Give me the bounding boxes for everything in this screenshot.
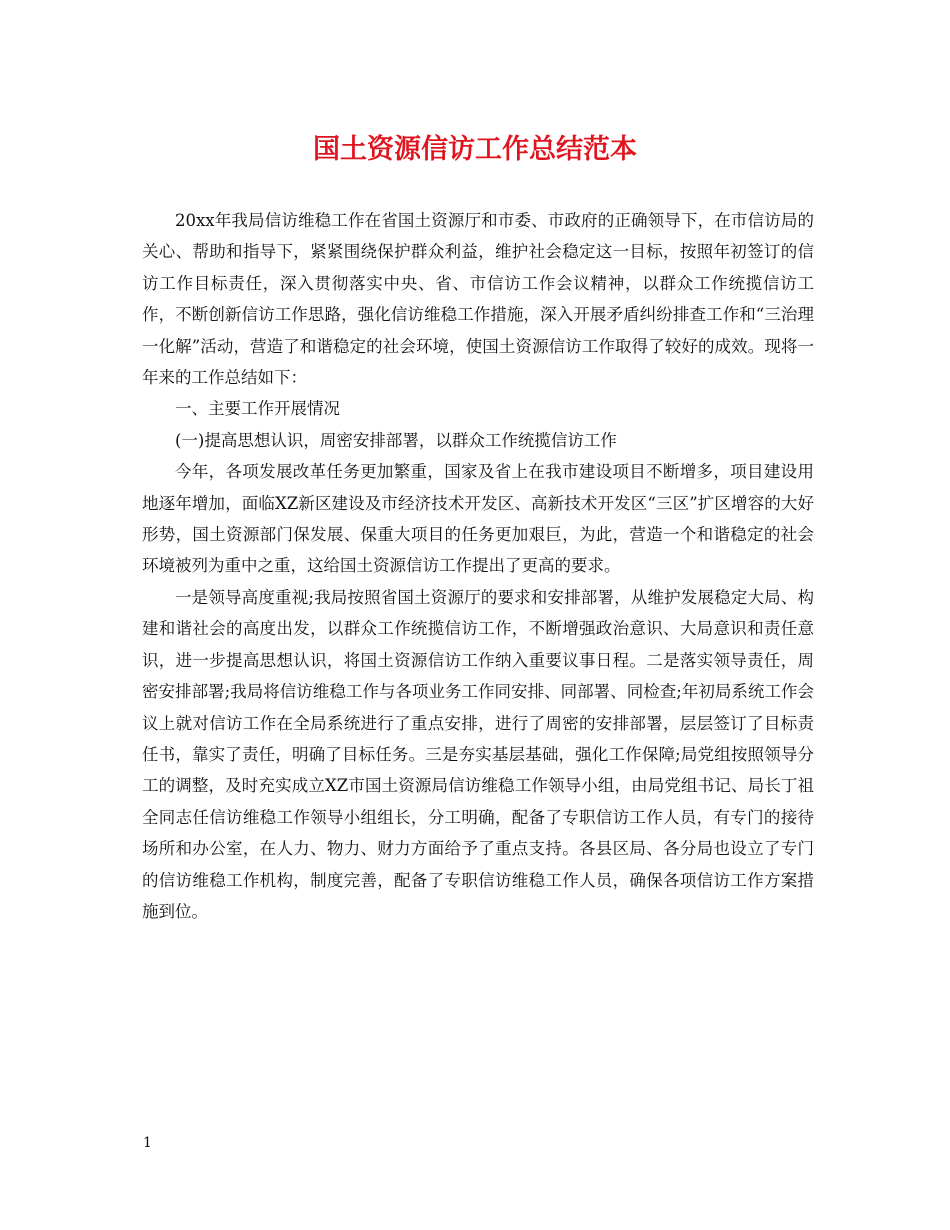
paragraph-intro: 20xx年我局信访维稳工作在省国土资源厅和市委、市政府的正确领导下，在市信访局的关心、帮助和指导下，紧紧围绕保护群众利益，维护社会稳定这一目标，按照年初签订的信访工作目标责任，深入贯彻落实中央、省、市信访工作会议精神，以群众工作统揽信访工作，不断创新信访工作思路，强化信访维稳工作措施，深入开展矛盾纠纷排查工作和“三治理一化解”活动，营造了和谐稳定的社会环境，使国土资源信访工作取得了较好的成效。现将一年来的工作总结如下： xyxy=(142,211,814,388)
paragraph-situation: 今年，各项发展改革任务更加繁重，国家及省上在我市建设项目不断增多，项目建设用地逐年增加，面临XZ新区建设及市经济技术开发区、高新技术开发区“三区”扩区增容的大好形势，国土资源部门保发展、保重大项目的任务更加艰巨，为此，营造一个和谐稳定的社会环境被列为重中之重，这给国土资源信访工作提出了更高的要求。 xyxy=(142,462,814,576)
document-title: 国土资源信访工作总结范本 xyxy=(313,134,637,165)
paragraph-measures: 一是领导高度重视;我局按照省国土资源厅的要求和安排部署，从维护发展稳定大局、构建和谐社会的高度出发，以群众工作统揽信访工作，不断增强政治意识、大局意识和责任意识，进一步提高思想认识，将国土资源信访工作纳入重要议事日程。二是落实领导责任，周密安排部署;我局将信访维稳工作与各项业务工作同安排、同部署、同检查;年初局系统工作会议上就对信访工作在全局系统进行了重点安排，进行了周密的安排部署，层层签订了目标责任书，靠实了责任，明确了目标任务。三是夯实基层基础，强化工作保障;局党组按照领导分工的调整，及时充实成立XZ市国土资源局信访维稳工作领导小组，由局党组书记、局长丁祖全同志任信访维稳工作领导小组组长，分工明确，配备了专职信访工作人员，有专门的接待场所和办公室，在人力、物力、财力方面给予了重点支持。各县区局、各分局也设立了专门的信访维稳工作机构，制度完善，配备了专职信访维稳工作人员，确保各项信访工作方案措施到位。 xyxy=(142,587,814,921)
subsection-heading-1: (一)提高思想认识，周密安排部署，以群众工作统揽信访工作 xyxy=(175,430,617,450)
document-body xyxy=(142,205,814,927)
section-heading-main-work: 一、主要工作开展情况 xyxy=(175,399,340,419)
page-number: 1 xyxy=(143,1135,152,1151)
